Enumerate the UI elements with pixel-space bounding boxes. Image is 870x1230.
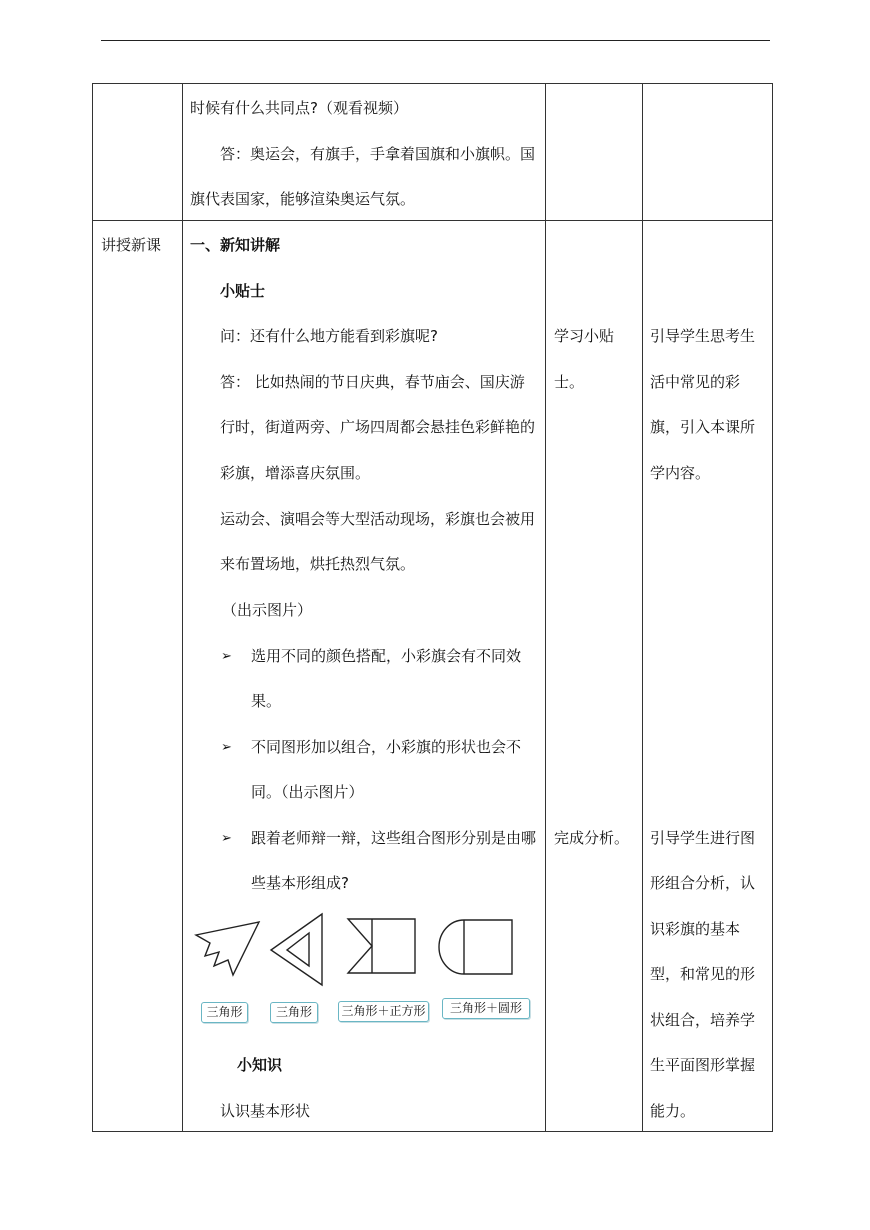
bullet-arrow-icon: ➢ [221, 831, 232, 846]
shape-label-tag: 三角形＋圆形 [442, 998, 530, 1019]
bullet-arrow-icon: ➢ [221, 740, 232, 755]
design-intent-line: 型，和常见的形 [650, 965, 756, 983]
design-intent-line: 引导学生进行图 [650, 829, 756, 847]
section-title: 一、新知讲解 [190, 236, 281, 254]
inner-triangle-shape [287, 933, 309, 966]
answer-line: 行时，街道两旁、广场四周都会悬挂色彩鲜艳的 [220, 418, 536, 436]
knowledge-line: 认识基本形状 [220, 1102, 311, 1120]
bullet-text: 些基本形组成? [251, 874, 349, 892]
design-intent-line: 能力。 [650, 1102, 696, 1120]
stage-label: 讲授新课 [101, 236, 162, 254]
design-intent-line: 状组合，培养学 [650, 1011, 756, 1029]
shape-label-tag: 三角形 [270, 1002, 318, 1023]
outlined-triangle-flag-shape [271, 914, 322, 985]
design-intent-line: 形组合分析，认 [650, 874, 756, 892]
row1-answer-line: 答：奥运会，有旗手，手拿着国旗和小旗帜。国 [220, 145, 536, 163]
design-intent-line: 活中常见的彩 [650, 373, 741, 391]
answer-line: 答： 比如热闹的节日庆典，春节庙会、国庆游 [220, 373, 525, 391]
student-activity: 完成分析。 [554, 829, 630, 847]
bullet-arrow-icon: ➢ [221, 649, 232, 664]
student-activity: 士。 [554, 373, 585, 391]
row1-answer-line: 旗代表国家，能够渲染奥运气氛。 [190, 190, 416, 208]
design-intent-line: 学内容。 [650, 464, 711, 482]
shape-label-tag: 三角形 [201, 1002, 248, 1023]
question-text: 问：还有什么地方能看到彩旗呢? [220, 327, 438, 345]
bullet-text: 选用不同的颜色搭配，小彩旗会有不同效 [251, 647, 522, 665]
bullet-text: 不同图形加以组合，小彩旗的形状也会不 [251, 738, 522, 756]
paragraph-line: 运动会、演唱会等大型活动现场，彩旗也会被用 [220, 510, 536, 528]
bullet-text: 跟着老师辩一辩，这些组合图形分别是由哪 [251, 829, 537, 847]
knowledge-title: 小知识 [237, 1056, 283, 1074]
tip-title: 小贴士 [220, 282, 266, 300]
design-intent-line: 生平面图形掌握 [650, 1056, 756, 1074]
paragraph-line: 来布置场地，烘托热烈气氛。 [220, 555, 416, 573]
rounded-flag-shape [439, 920, 512, 974]
design-intent-line: 旗，引入本课所 [650, 418, 756, 436]
answer-line: 彩旗，增添喜庆氛围。 [220, 464, 371, 482]
serrated-triangle-flag-shape [196, 922, 259, 975]
notched-square-flag-shape [348, 919, 415, 973]
bullet-text: 果。 [251, 692, 282, 710]
student-activity: 学习小贴 [554, 327, 615, 345]
bullet-text: 同。（出示图片） [251, 783, 364, 801]
shape-label-tag: 三角形＋正方形 [338, 1001, 429, 1022]
show-picture-note: （出示图片） [222, 601, 313, 619]
design-intent-line: 识彩旗的基本 [650, 920, 741, 938]
row1-line: 时候有什么共同点?（观看视频） [190, 99, 408, 117]
design-intent-line: 引导学生思考生 [650, 327, 756, 345]
